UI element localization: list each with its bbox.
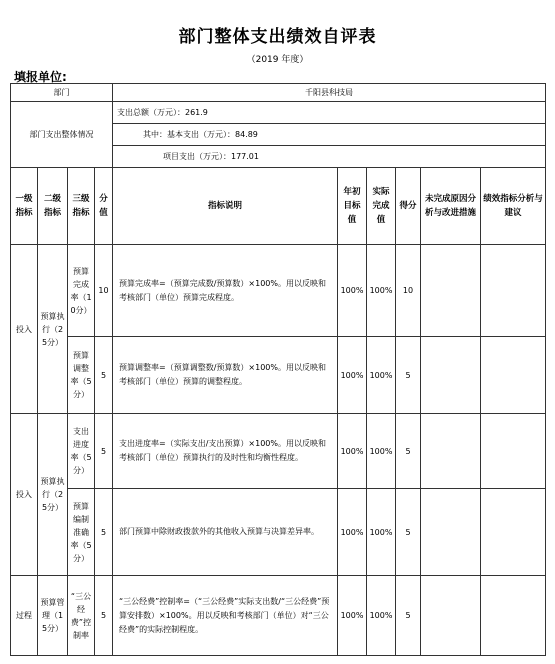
cell-level3: 预算完成率（10分） <box>68 245 95 337</box>
header-level3: 三级指标 <box>68 168 95 245</box>
table-row <box>11 576 546 656</box>
header-level1: 一级指标 <box>11 168 38 245</box>
dept-value: 千阳县科技局 <box>113 84 546 102</box>
cell-target: 100% <box>338 576 367 656</box>
table-row <box>11 414 546 489</box>
table-row <box>11 337 546 414</box>
cell-level3: 预算调整率（5分） <box>68 337 95 414</box>
header-actual: 实际完成值 <box>367 168 396 245</box>
header-score: 得分 <box>396 168 421 245</box>
cell-reason <box>421 337 481 414</box>
cell-analysis <box>481 245 546 337</box>
overall-total: 支出总额（万元）：261.9 <box>113 102 546 124</box>
cell-actual: 100% <box>367 414 396 489</box>
overall-basic: 其中：基本支出（万元）：84.89 <box>113 124 546 146</box>
cell-target: 100% <box>338 489 367 576</box>
header-level2: 二级指标 <box>38 168 68 245</box>
header-desc: 指标说明 <box>113 168 338 245</box>
cell-desc: 预算调整率=（预算调整数/预算数）×100%。用以反映和考核部门（单位）预算的调整程度。 <box>113 337 338 414</box>
year-label: （2019 年度） <box>246 55 309 65</box>
page-title: 部门整体支出绩效自评表 <box>178 27 377 47</box>
cell-weight: 5 <box>95 489 113 576</box>
table-row <box>11 245 546 337</box>
cell-desc: 预算完成率=（预算完成数/预算数）×100%。用以反映和考核部门（单位）预算完成程度。 <box>113 245 338 337</box>
cell-actual: 100% <box>367 337 396 414</box>
cell-reason <box>421 245 481 337</box>
cell-desc: 部门预算中除财政拨款外的其他收入预算与决算差异率。 <box>113 489 338 576</box>
cell-level2: 预算执行（25分） <box>38 245 68 414</box>
cell-analysis <box>481 414 546 489</box>
cell-target: 100% <box>338 245 367 337</box>
cell-analysis <box>481 576 546 656</box>
cell-score: 5 <box>396 337 421 414</box>
cell-level1: 投入 <box>11 245 38 414</box>
cell-target: 100% <box>338 337 367 414</box>
cell-weight: 5 <box>95 337 113 414</box>
cell-desc: 支出进度率=（实际支出/支出预算）×100%。用以反映和考核部门（单位）预算执行的及时性和均衡性程度。 <box>113 414 338 489</box>
cell-score: 5 <box>396 489 421 576</box>
cell-reason <box>421 414 481 489</box>
cell-target: 100% <box>338 414 367 489</box>
cell-weight: 5 <box>95 576 113 656</box>
cell-reason <box>421 576 481 656</box>
cell-level3: 支出进度率（5分） <box>68 414 95 489</box>
cell-desc: “三公经费”控制率=（“三公经费”实际支出数/“三公经费”预算安排数）×100%。用以反映和考核部门（单位）对“三公经费”的实际控制程度。 <box>113 576 338 656</box>
cell-score: 10 <box>396 245 421 337</box>
cell-score: 5 <box>396 576 421 656</box>
overall-label: 部门支出整体情况 <box>11 102 113 168</box>
cell-actual: 100% <box>367 245 396 337</box>
cell-weight: 5 <box>95 414 113 489</box>
cell-level3: 预算编制准确率（5分） <box>68 489 95 576</box>
cell-actual: 100% <box>367 489 396 576</box>
cell-actual: 100% <box>367 576 396 656</box>
dept-label: 部门 <box>11 84 113 102</box>
cell-level2: 预算执行（25分） <box>38 414 68 576</box>
cell-weight: 10 <box>95 245 113 337</box>
header-weight: 分值 <box>95 168 113 245</box>
cell-level1: 投入 <box>11 414 38 576</box>
fill-unit-label: 填报单位: <box>14 70 67 84</box>
cell-level1: 过程 <box>11 576 38 656</box>
cell-analysis <box>481 337 546 414</box>
cell-reason <box>421 489 481 576</box>
evaluation-table <box>10 83 546 656</box>
header-analysis: 绩效指标分析与建议 <box>481 168 546 245</box>
cell-level3: “三公经费”控制率 <box>68 576 95 656</box>
cell-score: 5 <box>396 414 421 489</box>
header-reason: 未完成原因分析与改进措施 <box>421 168 481 245</box>
overall-project: 项目支出（万元）：177.01 <box>113 146 546 168</box>
cell-analysis <box>481 489 546 576</box>
header-target: 年初目标值 <box>338 168 367 245</box>
cell-level2: 预算管理（15分） <box>38 576 68 656</box>
table-row <box>11 489 546 576</box>
